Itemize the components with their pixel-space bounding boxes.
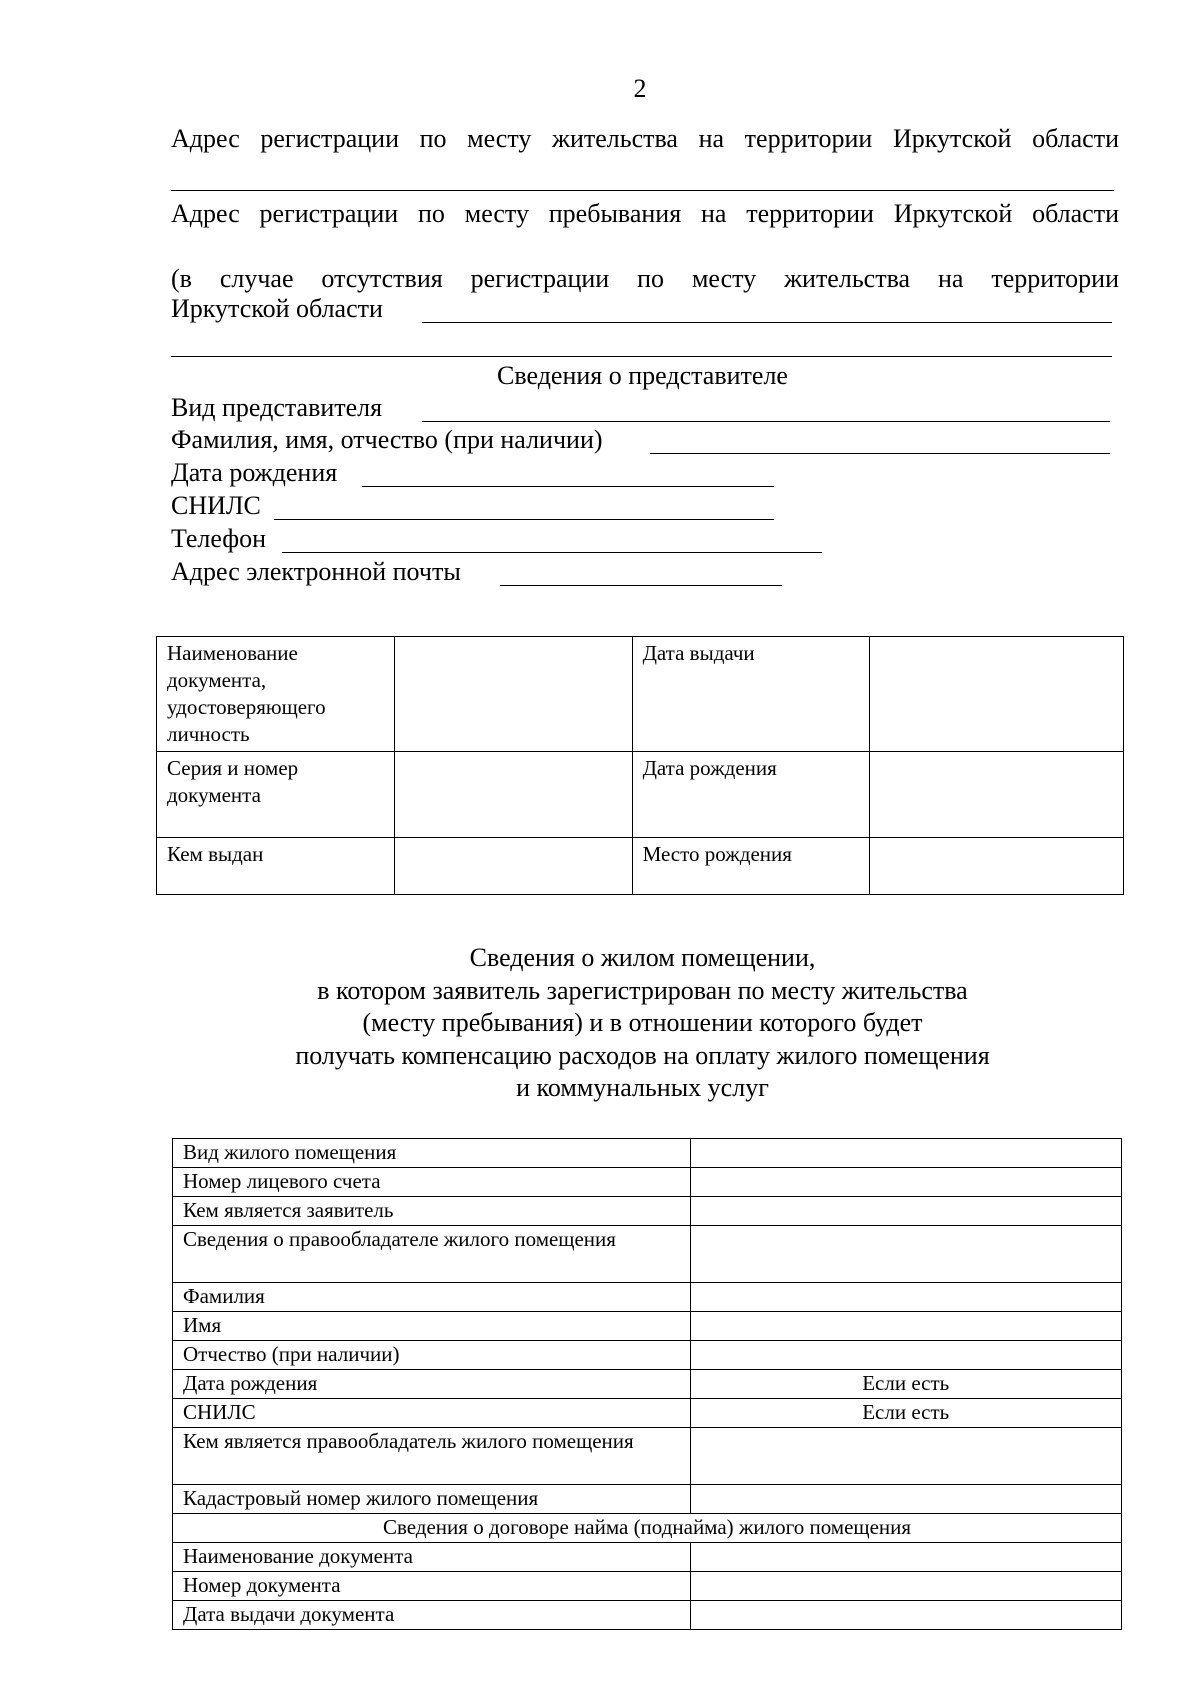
table-row	[173, 1226, 1122, 1283]
housing-row-value[interactable]	[690, 1139, 1122, 1168]
table-row	[173, 1485, 1122, 1514]
housing-row-label: СНИЛС	[173, 1399, 691, 1428]
lease-row-value[interactable]	[690, 1601, 1122, 1630]
table-row	[173, 1370, 1122, 1399]
housing-row-value[interactable]	[690, 1283, 1122, 1312]
table-row	[157, 838, 1124, 895]
table-row	[173, 1428, 1122, 1485]
housing-row-label: Кадастровый номер жилого помещения	[173, 1485, 691, 1514]
housing-heading	[171, 942, 1114, 1105]
rep-email-label: Адрес электронной почты	[171, 557, 461, 586]
rep-birth-field[interactable]	[362, 486, 774, 487]
address-stay-label: Адрес регистрации по месту пребывания на территории Иркутской области	[171, 199, 1119, 228]
note-line-1: (в случае отсутствия регистрации по месту жительства на территории	[171, 264, 1119, 293]
housing-row-value[interactable]	[690, 1341, 1122, 1370]
housing-row-value[interactable]	[690, 1168, 1122, 1197]
id-doc-name-label: Наименование документа, удостоверяющего личность	[157, 637, 395, 752]
housing-row-label: Фамилия	[173, 1283, 691, 1312]
table-row	[173, 1543, 1122, 1572]
rep-snils-label: СНИЛС	[171, 491, 261, 520]
table-row	[173, 1168, 1122, 1197]
address-residence-label: Адрес регистрации по месту жительства на территории Иркутской области	[171, 124, 1119, 153]
housing-heading-line: Сведения о жилом помещении,	[469, 943, 816, 972]
id-document-table	[156, 636, 1124, 895]
lease-row-value[interactable]	[690, 1572, 1122, 1601]
table-row	[157, 637, 1124, 752]
table-row	[173, 1197, 1122, 1226]
lease-row-label: Дата выдачи документа	[173, 1601, 691, 1630]
table-row	[173, 1601, 1122, 1630]
housing-row-label: Номер лицевого счета	[173, 1168, 691, 1197]
housing-row-label: Кем является правообладатель жилого помещения	[173, 1428, 691, 1485]
table-row	[173, 1312, 1122, 1341]
lease-row-value[interactable]	[690, 1543, 1122, 1572]
housing-row-value[interactable]	[690, 1485, 1122, 1514]
address-stay-field[interactable]	[422, 322, 1112, 323]
address-residence-field[interactable]	[171, 190, 1114, 191]
note-line-2: Иркутской области	[171, 294, 383, 323]
lease-subheading: Сведения о договоре найма (поднайма) жилого помещения	[173, 1514, 1122, 1543]
housing-row-label: Кем является заявитель	[173, 1197, 691, 1226]
lease-row-label: Наименование документа	[173, 1543, 691, 1572]
id-series-label: Серия и номер документа	[157, 752, 395, 838]
id-issuer-label: Кем выдан	[157, 838, 395, 895]
table-row	[173, 1341, 1122, 1370]
id-doc-name-value[interactable]	[394, 637, 632, 752]
id-series-value[interactable]	[394, 752, 632, 838]
id-birth-date-label: Дата рождения	[632, 752, 870, 838]
rep-fio-label: Фамилия, имя, отчество (при наличии)	[171, 425, 603, 454]
rep-phone-label: Телефон	[171, 524, 267, 553]
page-number: 2	[633, 74, 647, 103]
table-row	[173, 1399, 1122, 1428]
rep-birth-label: Дата рождения	[171, 458, 338, 487]
housing-row-value[interactable]: Если есть	[690, 1370, 1122, 1399]
housing-heading-line: (месту пребывания) и в отношении которого будет	[362, 1008, 923, 1037]
table-row	[173, 1283, 1122, 1312]
housing-row-value[interactable]: Если есть	[690, 1399, 1122, 1428]
representative-heading: Сведения о представителе	[497, 361, 788, 390]
housing-heading-line: и коммунальных услуг	[516, 1073, 769, 1102]
rep-fio-field[interactable]	[650, 453, 1110, 454]
housing-row-value[interactable]	[690, 1197, 1122, 1226]
housing-row-label: Вид жилого помещения	[173, 1139, 691, 1168]
rep-kind-field[interactable]	[422, 421, 1110, 422]
rep-snils-field[interactable]	[274, 519, 774, 520]
id-birth-date-value[interactable]	[870, 752, 1124, 838]
housing-row-value[interactable]	[690, 1428, 1122, 1485]
housing-row-label: Дата рождения	[173, 1370, 691, 1399]
rep-kind-label: Вид представителя	[171, 393, 383, 422]
housing-row-label: Отчество (при наличии)	[173, 1341, 691, 1370]
housing-table	[172, 1138, 1122, 1630]
housing-row-label: Сведения о правообладателе жилого помещения	[173, 1226, 691, 1283]
id-birth-place-value[interactable]	[870, 838, 1124, 895]
table-row	[173, 1572, 1122, 1601]
address-stay-field-2[interactable]	[171, 356, 1112, 357]
rep-phone-field[interactable]	[282, 552, 822, 553]
housing-heading-line: получать компенсацию расходов на оплату жилого помещения	[295, 1040, 990, 1070]
table-row	[173, 1514, 1122, 1543]
lease-row-label: Номер документа	[173, 1572, 691, 1601]
housing-heading-line: в котором заявитель зарегистрирован по месту жительства	[317, 975, 968, 1005]
id-birth-place-label: Место рождения	[632, 838, 870, 895]
id-issue-date-value[interactable]	[870, 637, 1124, 752]
id-issue-date-label: Дата выдачи	[632, 637, 870, 752]
id-issuer-value[interactable]	[394, 838, 632, 895]
housing-row-value[interactable]	[690, 1312, 1122, 1341]
table-row	[157, 752, 1124, 838]
table-row	[173, 1139, 1122, 1168]
housing-row-value[interactable]	[690, 1226, 1122, 1283]
housing-row-label: Имя	[173, 1312, 691, 1341]
rep-email-field[interactable]	[500, 585, 782, 586]
